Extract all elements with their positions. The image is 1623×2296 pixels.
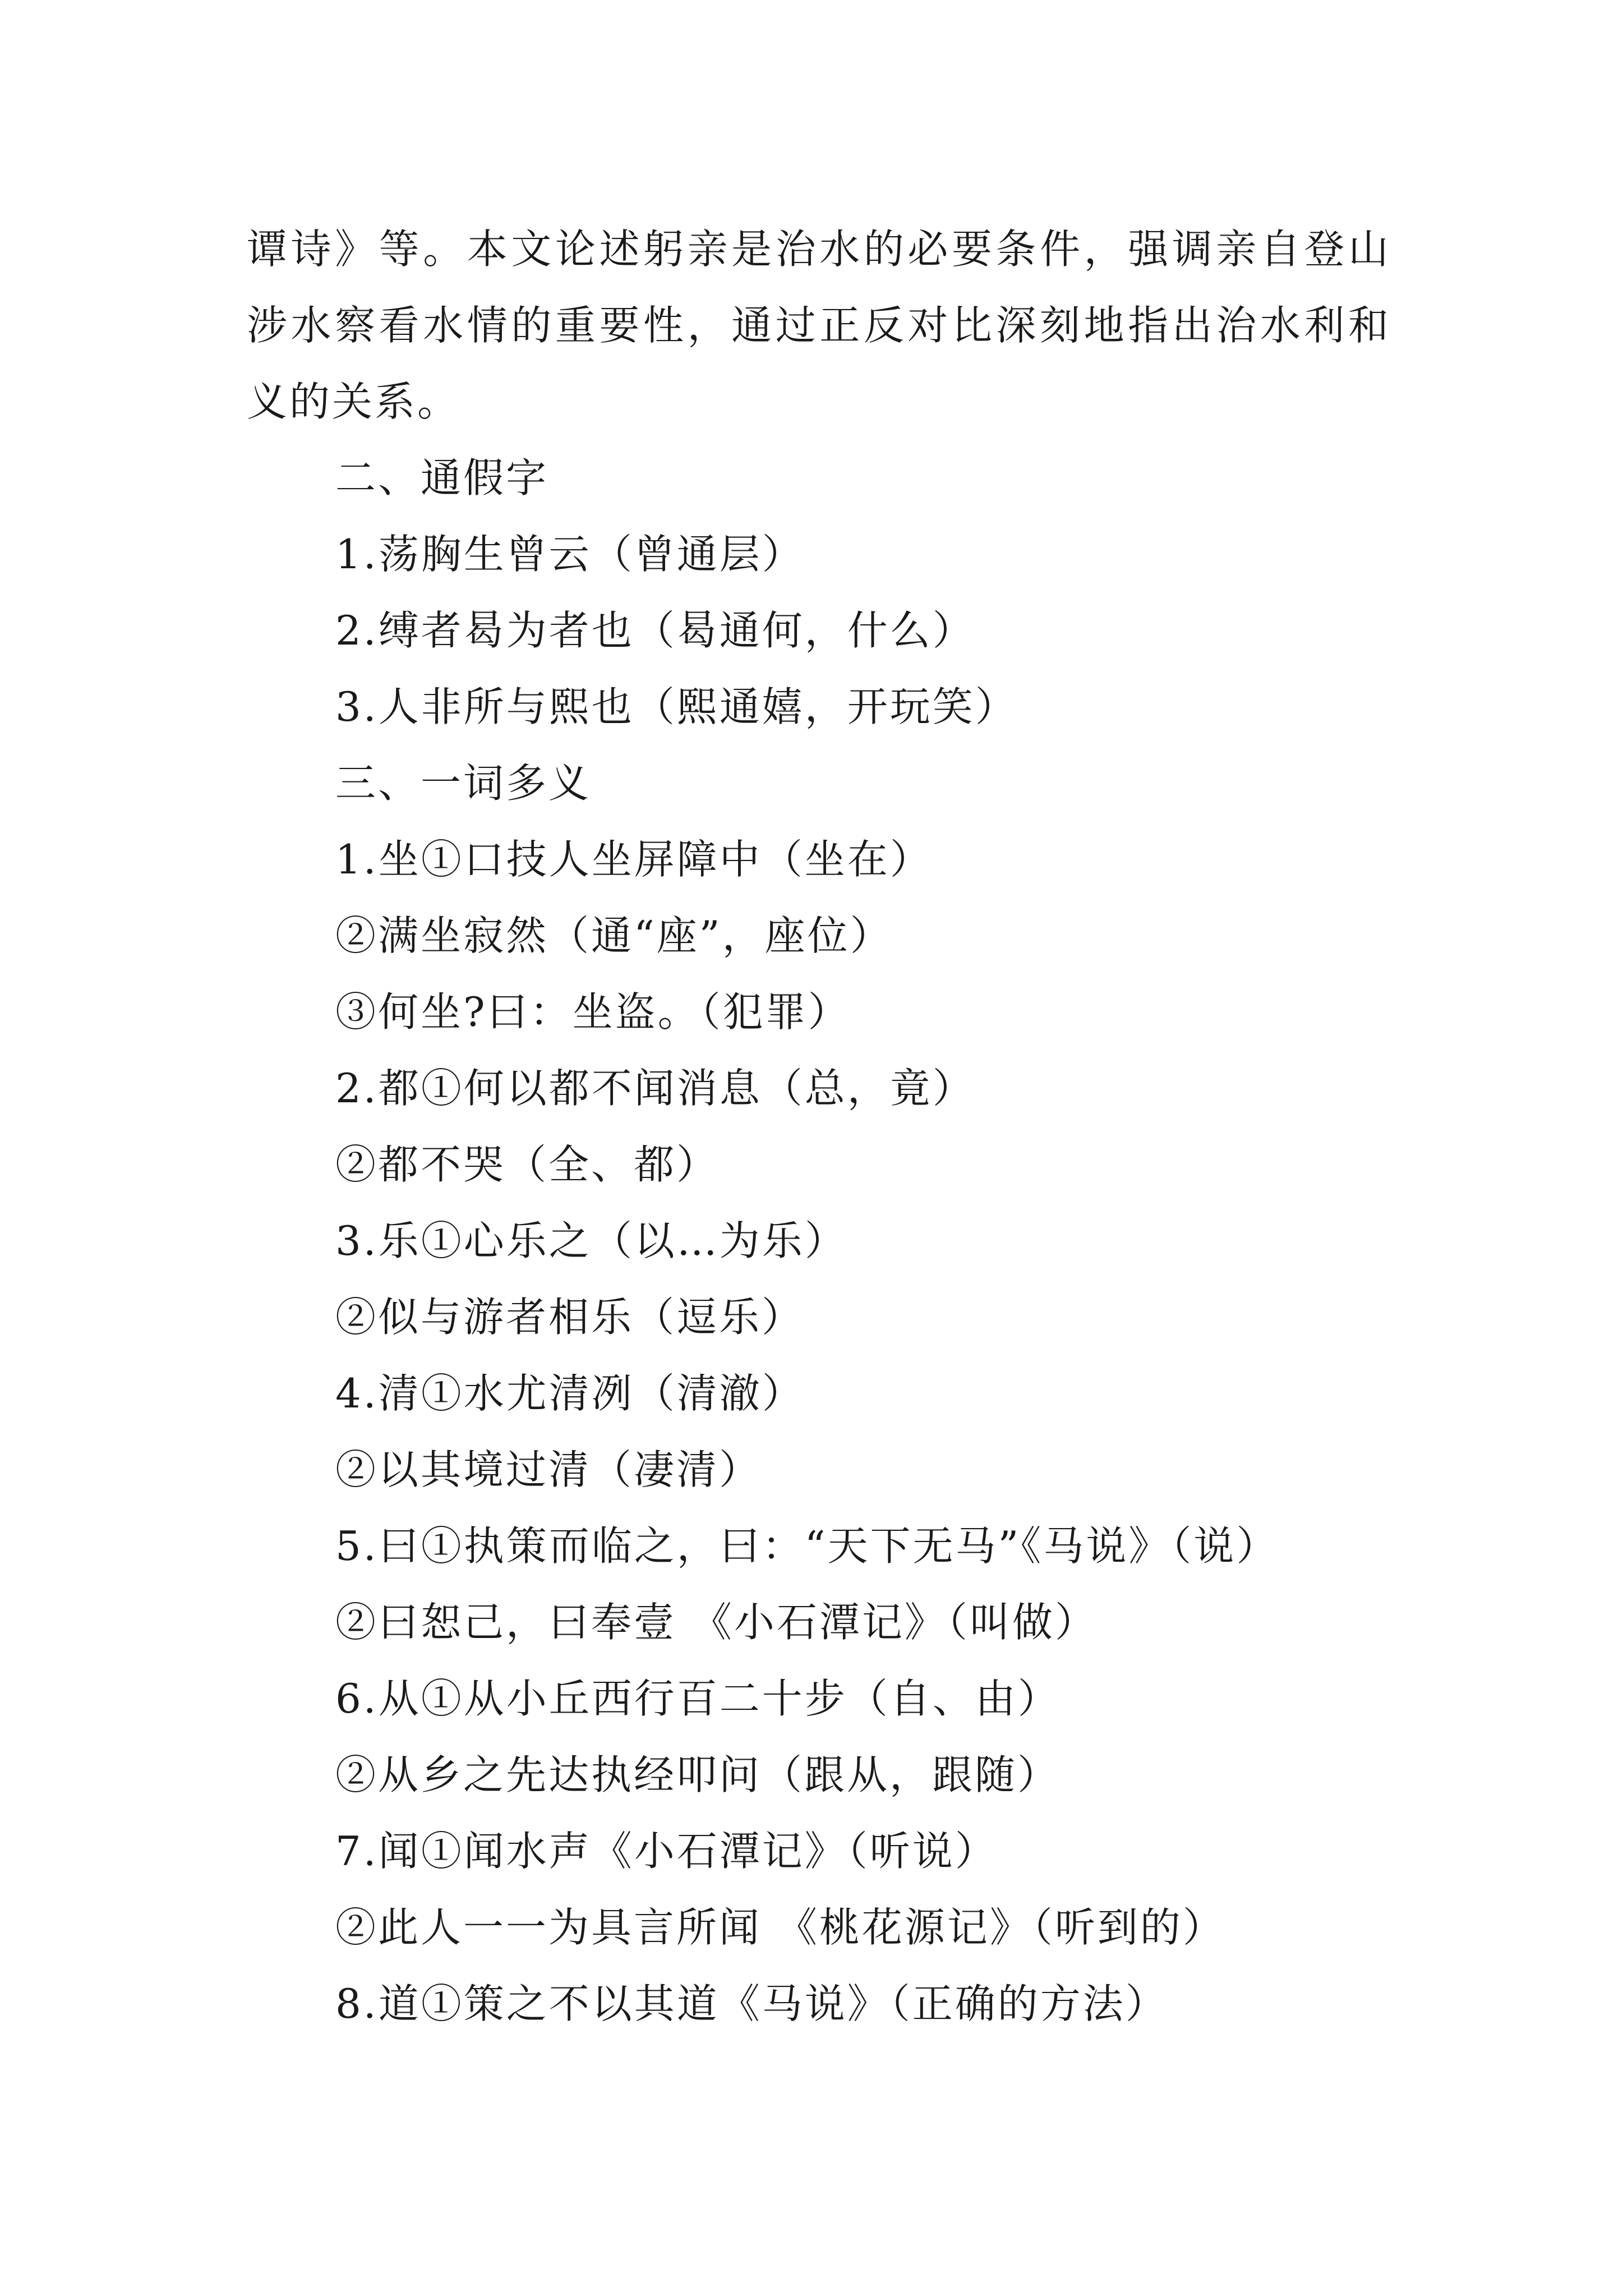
list-item: 2.都①何以都不闻消息（总，竟） (335, 1065, 975, 1112)
list-item: 5.曰①执策而临之，曰：“天下无马”《马说》（说） (335, 1522, 1279, 1570)
document-body (247, 211, 1391, 2042)
section-heading-tongjiazi: 二、通假字 (335, 454, 549, 501)
list-item: 2.缚者曷为者也（曷通何，什么） (335, 607, 975, 654)
list-item: 1.荡胸生曾云（曾通层） (335, 531, 805, 578)
list-item: 6.从①从小丘西行百二十步（自、由） (335, 1675, 1061, 1722)
list-item: 7.闻①闻水声《小石潭记》（听说） (335, 1828, 998, 1875)
list-item: 8.道①策之不以其道《马说》（正确的方法） (335, 1980, 1168, 2027)
list-item: 1.坐①口技人坐屏障中（坐在） (335, 836, 933, 883)
intro-paragraph: 谭诗》等。本文论述躬亲是治水的必要条件，强调亲自登山涉水察看水情的重要性，通过正反对比深刻地指出治水利和义的关系。 (247, 226, 1391, 425)
list-item: ②曰恕己，曰奉壹 《小石潭记》（叫做） (335, 1599, 1098, 1646)
list-item: ②都不哭（全、都） (335, 1141, 720, 1188)
list-item: ②满坐寂然（通“座”，座位） (335, 912, 893, 959)
list-item: 3.人非所与熙也（熙通嬉，开玩笑） (335, 683, 1018, 730)
list-item: ②似与游者相乐（逗乐） (335, 1294, 805, 1341)
section-heading-yiciduoyi: 三、一词多义 (335, 760, 592, 807)
list-item: 3.乐①心乐之（以…为乐） (335, 1217, 847, 1264)
list-item: ②此人一一为具言所闻 《桃花源记》（听到的） (335, 1904, 1225, 1951)
list-item: ②从乡之先达执经叩问（跟从，跟随） (335, 1751, 1061, 1798)
list-item: ③何坐?曰：坐盗。（犯罪） (335, 988, 851, 1036)
list-item: 4.清①水尤清冽（清澈） (335, 1370, 805, 1417)
list-item: ②以其境过清（凄清） (335, 1446, 762, 1493)
